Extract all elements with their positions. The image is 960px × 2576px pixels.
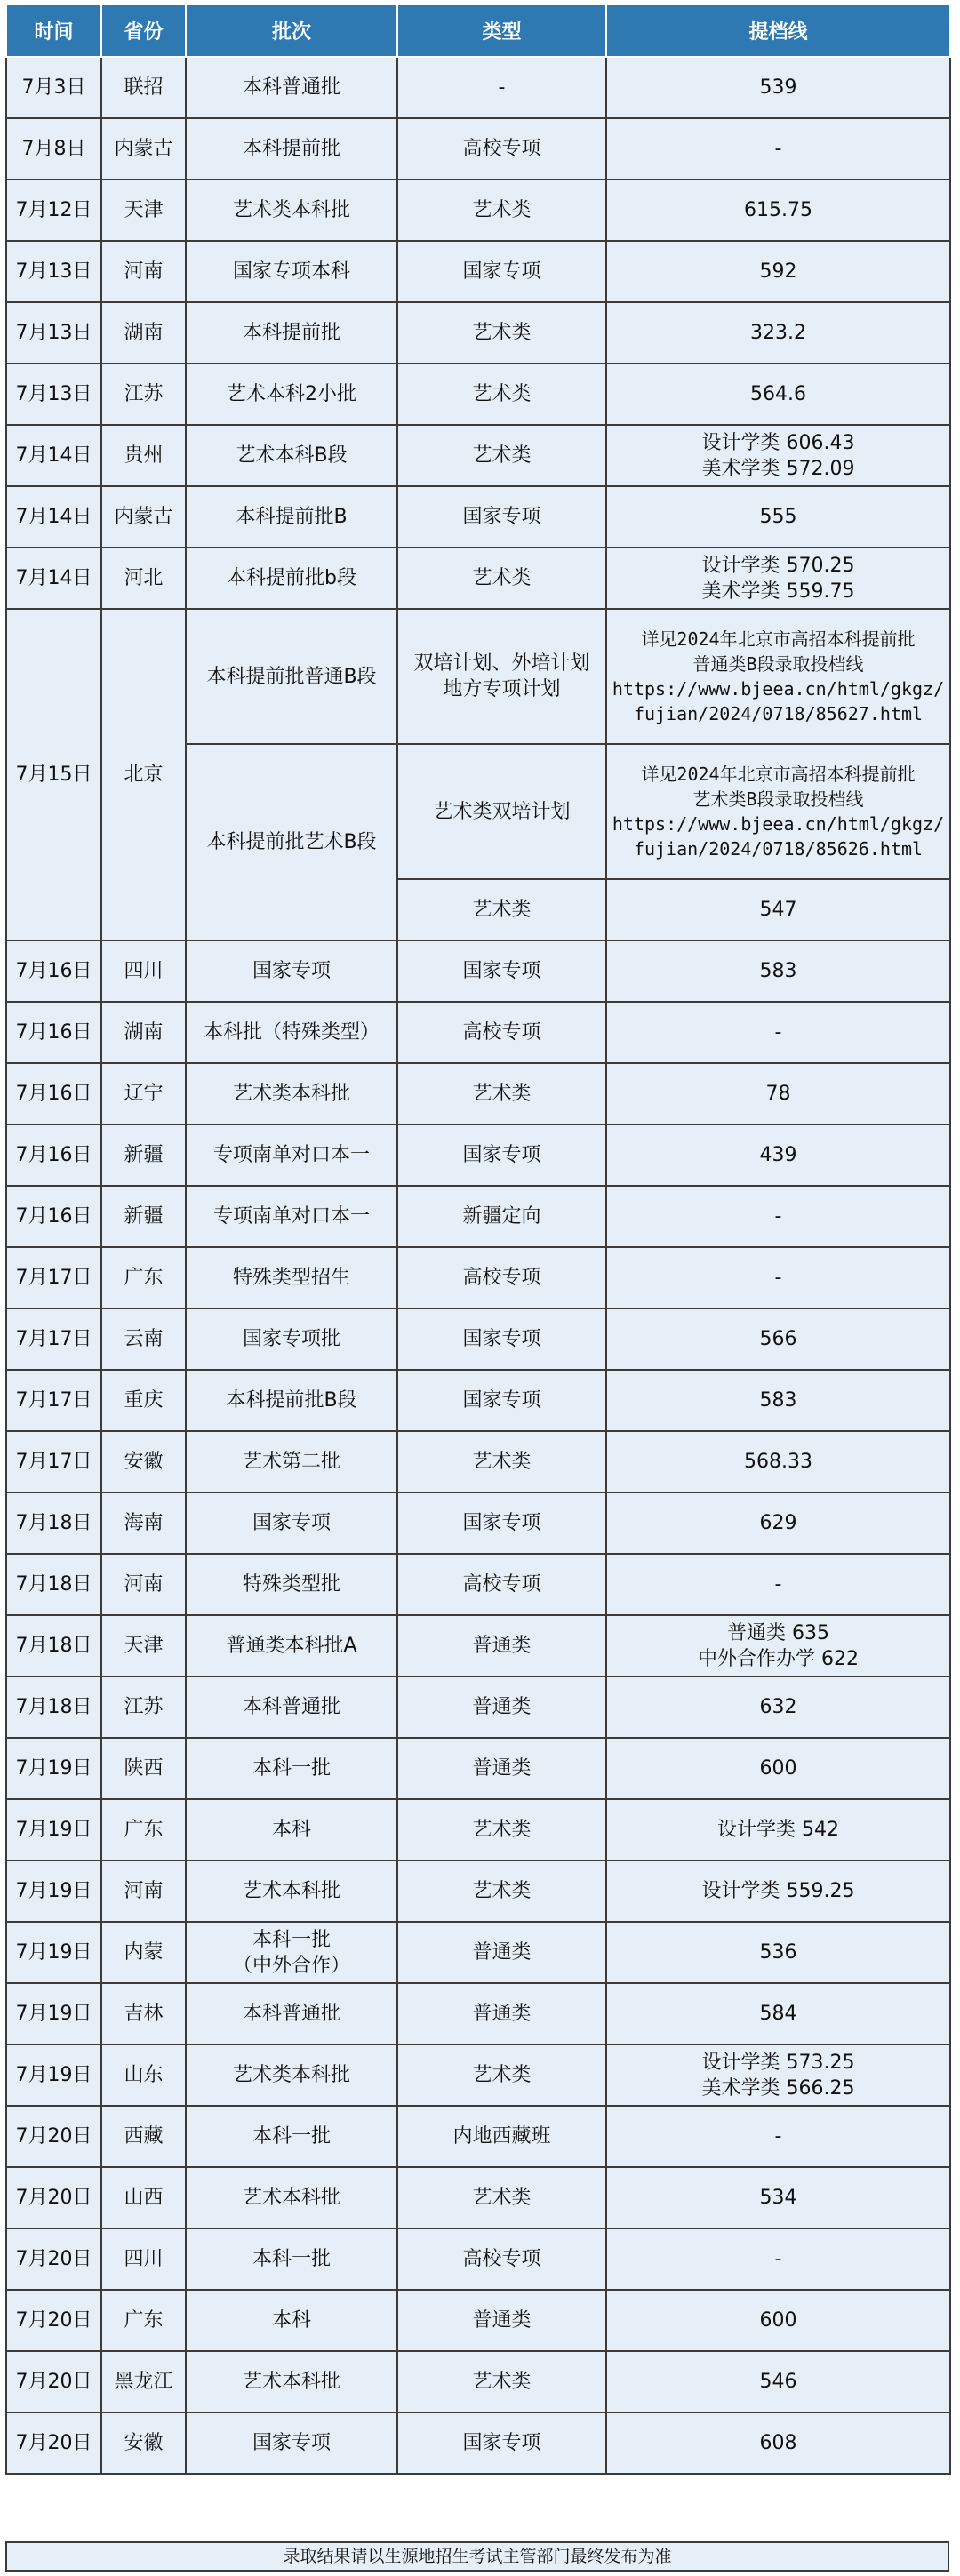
cell-batch: 本科一批 <box>186 1738 397 1799</box>
cell-date: 7月14日 <box>6 486 101 548</box>
cell-score <box>606 2412 950 2474</box>
score-line: 583 <box>759 960 797 982</box>
cell-score <box>606 1002 950 1063</box>
cell-date: 7月16日 <box>6 1186 101 1247</box>
score-line: 632 <box>759 1696 797 1718</box>
score-line: 600 <box>759 1757 797 1780</box>
cell-type: 国家专项 <box>397 1492 606 1554</box>
score-line: 中外合作办学 622 <box>698 1647 859 1670</box>
type-line: 双培计划、外培计划 <box>413 652 590 675</box>
cell-type: - <box>397 57 606 118</box>
score-line: 546 <box>759 2371 797 2393</box>
cell-province: 安徽 <box>101 2412 186 2474</box>
cell-score <box>606 1063 950 1124</box>
cell-date: 7月13日 <box>6 241 101 302</box>
cell-province: 北京 <box>101 609 186 940</box>
cell-province: 天津 <box>101 1615 186 1676</box>
table-row <box>6 1799 950 1860</box>
cell-date: 7月18日 <box>6 1615 101 1676</box>
cell-date: 7月3日 <box>6 57 101 118</box>
cell-date: 7月20日 <box>6 2351 101 2412</box>
cell-type: 艺术类 <box>397 302 606 364</box>
cell-province: 山西 <box>101 2167 186 2228</box>
cell-province: 辽宁 <box>101 1063 186 1124</box>
cell-province: 四川 <box>101 940 186 1002</box>
table-row <box>6 609 950 744</box>
cell-score <box>606 1799 950 1860</box>
cell-batch: 艺术本科2小批 <box>186 364 397 425</box>
score-line: 详见2024年北京市高招本科提前批 <box>641 764 916 785</box>
cell-province: 山东 <box>101 2044 186 2106</box>
cell-batch: 普通类本科批A <box>186 1615 397 1676</box>
cell-date: 7月19日 <box>6 1922 101 1983</box>
cell-type: 高校专项 <box>397 1554 606 1615</box>
cell-batch: 专项南单对口本一 <box>186 1124 397 1186</box>
cell-score <box>606 1492 950 1554</box>
table-row <box>6 2106 950 2167</box>
cell-batch: 本科提前批 <box>186 118 397 180</box>
cell-date: 7月17日 <box>6 1370 101 1431</box>
score-line: 普通类 635 <box>727 1621 829 1644</box>
score-line: 设计学类 606.43 <box>701 431 855 454</box>
score-line: 美术学类 566.25 <box>701 2076 855 2100</box>
table-row <box>6 940 950 1002</box>
cell-date: 7月19日 <box>6 1983 101 2044</box>
score-line: 设计学类 559.25 <box>701 1880 855 1902</box>
table-row <box>6 1492 950 1554</box>
score-line: - <box>774 1205 782 1228</box>
cell-batch: 本科一批 <box>186 2106 397 2167</box>
cell-province: 广东 <box>101 2290 186 2351</box>
cell-batch: 艺术本科B段 <box>186 425 397 486</box>
cell-score <box>606 180 950 241</box>
cell-province: 内蒙古 <box>101 118 186 180</box>
score-line: 艺术类B段录取投档线 <box>692 788 864 810</box>
cell-type: 艺术类 <box>397 1431 606 1492</box>
header-batch: 批次 <box>186 4 397 57</box>
score-line: - <box>774 2248 782 2270</box>
cell-date: 7月20日 <box>6 2167 101 2228</box>
cell-batch: 国家专项本科 <box>186 241 397 302</box>
cell-province: 新疆 <box>101 1124 186 1186</box>
cell-province: 河南 <box>101 1554 186 1615</box>
cell-type: 国家专项 <box>397 1124 606 1186</box>
cell-date: 7月17日 <box>6 1308 101 1370</box>
cell-province: 四川 <box>101 2228 186 2290</box>
score-line: 设计学类 570.25 <box>701 554 855 577</box>
cell-province: 内蒙古 <box>101 486 186 548</box>
cell-type: 高校专项 <box>397 118 606 180</box>
header-date: 时间 <box>6 4 101 57</box>
cell-type: 高校专项 <box>397 1247 606 1308</box>
cell-date: 7月19日 <box>6 1860 101 1922</box>
cell-date: 7月19日 <box>6 1738 101 1799</box>
cell-province: 江苏 <box>101 1676 186 1738</box>
table-row <box>6 1676 950 1738</box>
cell-type: 艺术类 <box>397 1063 606 1124</box>
cell-score <box>606 940 950 1002</box>
table-row <box>6 2290 950 2351</box>
table-row <box>6 118 950 180</box>
cell-date: 7月16日 <box>6 1063 101 1124</box>
cell-date: 7月20日 <box>6 2106 101 2167</box>
cell-score <box>606 1247 950 1308</box>
header-type: 类型 <box>397 4 606 57</box>
score-link[interactable]: fujian/2024/0718/85627.html <box>633 703 924 724</box>
cell-province: 湖南 <box>101 302 186 364</box>
cell-type: 普通类 <box>397 1738 606 1799</box>
cell-type: 高校专项 <box>397 2228 606 2290</box>
cell-score <box>606 1370 950 1431</box>
score-line: 600 <box>759 2309 797 2332</box>
table-row <box>6 241 950 302</box>
score-line: - <box>774 1573 782 1596</box>
score-line: 583 <box>759 1389 797 1412</box>
cell-score: 547 <box>606 879 950 940</box>
cell-date: 7月17日 <box>6 1247 101 1308</box>
cell-score <box>606 1738 950 1799</box>
header-score: 提档线 <box>606 4 950 57</box>
cell-score <box>606 2167 950 2228</box>
score-line: 323.2 <box>750 322 806 344</box>
score-link[interactable]: https://www.bjeea.cn/html/gkgz/ <box>612 678 945 700</box>
cell-batch: 国家专项 <box>186 2412 397 2474</box>
cell-province: 联招 <box>101 57 186 118</box>
table-row <box>6 2412 950 2474</box>
cell-type: 艺术类 <box>397 180 606 241</box>
cell-province: 黑龙江 <box>101 2351 186 2412</box>
cell-province: 广东 <box>101 1247 186 1308</box>
cell-province: 内蒙 <box>101 1922 186 1983</box>
score-line: 566 <box>759 1328 797 1350</box>
cell-type: 新疆定向 <box>397 1186 606 1247</box>
cell-date: 7月13日 <box>6 302 101 364</box>
cell-score <box>606 744 950 879</box>
cell-batch <box>186 1922 397 1983</box>
table-row <box>6 1615 950 1676</box>
cell-score <box>606 1554 950 1615</box>
cell-batch: 本科 <box>186 2290 397 2351</box>
table-row <box>6 1554 950 1615</box>
table-row <box>6 2228 950 2290</box>
cell-date: 7月16日 <box>6 940 101 1002</box>
cell-score <box>606 609 950 744</box>
cell-province: 湖南 <box>101 1002 186 1063</box>
cell-province: 云南 <box>101 1308 186 1370</box>
cell-type: 艺术类 <box>397 2044 606 2106</box>
cell-score <box>606 2106 950 2167</box>
score-line: 美术学类 572.09 <box>701 457 855 480</box>
cell-date: 7月13日 <box>6 364 101 425</box>
table-body-upper <box>6 57 950 609</box>
table-row <box>6 1063 950 1124</box>
cell-type: 艺术类 <box>397 1860 606 1922</box>
cell-batch: 本科普通批 <box>186 57 397 118</box>
table-row <box>6 1738 950 1799</box>
cell-batch: 艺术本科批 <box>186 2351 397 2412</box>
cell-type <box>397 609 606 744</box>
cell-score <box>606 241 950 302</box>
score-line: - <box>774 2125 782 2148</box>
table-row <box>6 302 950 364</box>
cell-batch: 艺术本科批 <box>186 1860 397 1922</box>
score-line: 539 <box>759 76 797 99</box>
table-row <box>6 548 950 609</box>
cell-type: 艺术类 <box>397 425 606 486</box>
cell-score <box>606 1983 950 2044</box>
cell-line: （中外合作） <box>232 1954 350 1977</box>
cell-batch: 本科一批 <box>186 2228 397 2290</box>
cell-score <box>606 2228 950 2290</box>
cell-province: 陕西 <box>101 1738 186 1799</box>
score-line: 608 <box>759 2432 797 2454</box>
table-row <box>6 180 950 241</box>
cell-batch: 本科提前批B <box>186 486 397 548</box>
table-row <box>6 2044 950 2106</box>
cell-batch: 专项南单对口本一 <box>186 1186 397 1247</box>
admission-table <box>5 4 951 2475</box>
cell-type: 普通类 <box>397 1615 606 1676</box>
cell-type: 艺术类 <box>397 879 606 940</box>
cell-date: 7月16日 <box>6 1002 101 1063</box>
score-line: 564.6 <box>750 383 806 405</box>
cell-batch: 国家专项批 <box>186 1308 397 1370</box>
cell-province: 广东 <box>101 1799 186 1860</box>
cell-type: 国家专项 <box>397 940 606 1002</box>
table-row <box>6 1186 950 1247</box>
cell-date: 7月20日 <box>6 2412 101 2474</box>
cell-score <box>606 1922 950 1983</box>
score-line: 78 <box>765 1083 791 1105</box>
cell-batch: 艺术类本科批 <box>186 2044 397 2106</box>
cell-batch: 艺术第二批 <box>186 1431 397 1492</box>
score-link[interactable]: https://www.bjeea.cn/html/gkgz/ <box>612 813 945 835</box>
cell-batch: 特殊类型批 <box>186 1554 397 1615</box>
cell-batch: 本科提前批 <box>186 302 397 364</box>
cell-type: 艺术类 <box>397 2167 606 2228</box>
cell-province: 江苏 <box>101 364 186 425</box>
cell-type: 普通类 <box>397 2290 606 2351</box>
cell-type: 艺术类双培计划 <box>397 744 606 879</box>
cell-score <box>606 2044 950 2106</box>
score-link[interactable]: fujian/2024/0718/85626.html <box>633 838 924 860</box>
cell-batch: 国家专项 <box>186 1492 397 1554</box>
cell-province: 新疆 <box>101 1186 186 1247</box>
cell-type: 普通类 <box>397 1983 606 2044</box>
cell-date: 7月17日 <box>6 1431 101 1492</box>
cell-score <box>606 1186 950 1247</box>
cell-type: 普通类 <box>397 1676 606 1738</box>
score-line: 设计学类 542 <box>717 1819 839 1841</box>
cell-type: 艺术类 <box>397 364 606 425</box>
cell-date: 7月14日 <box>6 425 101 486</box>
score-line: 584 <box>759 2003 797 2025</box>
header-province: 省份 <box>101 4 186 57</box>
cell-province: 贵州 <box>101 425 186 486</box>
score-line: 普通类B段录取投档线 <box>692 653 864 675</box>
cell-date: 7月15日 <box>6 609 101 940</box>
cell-score <box>606 57 950 118</box>
table-row <box>6 1308 950 1370</box>
cell-score <box>606 1615 950 1676</box>
cell-date: 7月18日 <box>6 1492 101 1554</box>
cell-date: 7月19日 <box>6 2044 101 2106</box>
table-row <box>6 486 950 548</box>
score-line: 详见2024年北京市高招本科提前批 <box>641 628 916 650</box>
cell-province: 海南 <box>101 1492 186 1554</box>
score-line: 592 <box>759 260 797 283</box>
cell-date: 7月16日 <box>6 1124 101 1186</box>
type-line: 地方专项计划 <box>443 678 561 700</box>
cell-batch: 艺术类本科批 <box>186 1063 397 1124</box>
score-line: 美术学类 559.75 <box>701 580 855 603</box>
cell-type: 普通类 <box>397 1922 606 1983</box>
table-row <box>6 1922 950 1983</box>
table-row <box>6 1247 950 1308</box>
cell-score <box>606 1308 950 1370</box>
cell-date: 7月20日 <box>6 2290 101 2351</box>
cell-score <box>606 2290 950 2351</box>
cell-batch: 艺术类本科批 <box>186 180 397 241</box>
table-row <box>6 364 950 425</box>
table-row <box>6 1370 950 1431</box>
cell-batch: 特殊类型招生 <box>186 1247 397 1308</box>
beijing-group <box>6 609 950 940</box>
cell-province: 河北 <box>101 548 186 609</box>
cell-batch: 本科批（特殊类型） <box>186 1002 397 1063</box>
cell-score <box>606 118 950 180</box>
cell-score <box>606 2351 950 2412</box>
footer-note: 录取结果请以生源地招生考试主管部门最终发布为准 <box>5 2541 949 2572</box>
cell-type: 内地西藏班 <box>397 2106 606 2167</box>
cell-type: 国家专项 <box>397 2412 606 2474</box>
cell-score <box>606 1860 950 1922</box>
table-row <box>6 425 950 486</box>
cell-batch: 本科提前批普通B段 <box>186 609 397 744</box>
table-row <box>6 57 950 118</box>
cell-province: 重庆 <box>101 1370 186 1431</box>
cell-line: 本科一批 <box>252 1928 331 1951</box>
cell-score <box>606 1676 950 1738</box>
cell-date: 7月19日 <box>6 1799 101 1860</box>
table-row <box>6 1431 950 1492</box>
table-row <box>6 2351 950 2412</box>
table-body-lower <box>6 940 950 2474</box>
cell-date: 7月14日 <box>6 548 101 609</box>
cell-type: 高校专项 <box>397 1002 606 1063</box>
cell-date: 7月8日 <box>6 118 101 180</box>
score-line: 615.75 <box>744 199 812 221</box>
score-line: 555 <box>759 506 797 528</box>
cell-province: 西藏 <box>101 2106 186 2167</box>
table-row <box>6 1124 950 1186</box>
table-header-row <box>6 4 950 57</box>
cell-batch: 国家专项 <box>186 940 397 1002</box>
cell-batch: 本科提前批B段 <box>186 1370 397 1431</box>
score-line: 439 <box>759 1144 797 1166</box>
cell-score <box>606 486 950 548</box>
table-row <box>6 1860 950 1922</box>
score-line: - <box>774 1021 782 1044</box>
cell-score <box>606 1431 950 1492</box>
score-line: 629 <box>759 1512 797 1534</box>
cell-province: 安徽 <box>101 1431 186 1492</box>
cell-batch: 本科提前批b段 <box>186 548 397 609</box>
cell-score <box>606 425 950 486</box>
score-line: - <box>774 1267 782 1289</box>
score-line: 534 <box>759 2187 797 2209</box>
cell-type: 国家专项 <box>397 1308 606 1370</box>
score-line: 设计学类 573.25 <box>701 2051 855 2074</box>
cell-date: 7月18日 <box>6 1554 101 1615</box>
cell-province: 吉林 <box>101 1983 186 2044</box>
score-line: 536 <box>759 1941 797 1964</box>
table-row <box>6 1983 950 2044</box>
cell-type: 国家专项 <box>397 1370 606 1431</box>
cell-province: 河南 <box>101 241 186 302</box>
cell-score <box>606 302 950 364</box>
cell-type: 艺术类 <box>397 2351 606 2412</box>
score-line: 568.33 <box>744 1451 812 1473</box>
cell-date: 7月12日 <box>6 180 101 241</box>
table-row <box>6 1002 950 1063</box>
cell-batch: 本科 <box>186 1799 397 1860</box>
cell-date: 7月18日 <box>6 1676 101 1738</box>
table-row <box>6 2167 950 2228</box>
cell-type: 艺术类 <box>397 548 606 609</box>
cell-province: 天津 <box>101 180 186 241</box>
cell-date: 7月20日 <box>6 2228 101 2290</box>
cell-type: 艺术类 <box>397 1799 606 1860</box>
cell-type: 国家专项 <box>397 241 606 302</box>
cell-score <box>606 1124 950 1186</box>
cell-score <box>606 364 950 425</box>
cell-type: 国家专项 <box>397 486 606 548</box>
cell-batch: 本科普通批 <box>186 1983 397 2044</box>
score-line: - <box>774 138 782 160</box>
cell-batch: 艺术本科批 <box>186 2167 397 2228</box>
cell-province: 河南 <box>101 1860 186 1922</box>
cell-score <box>606 548 950 609</box>
cell-batch: 本科普通批 <box>186 1676 397 1738</box>
cell-batch: 本科提前批艺术B段 <box>186 744 397 940</box>
